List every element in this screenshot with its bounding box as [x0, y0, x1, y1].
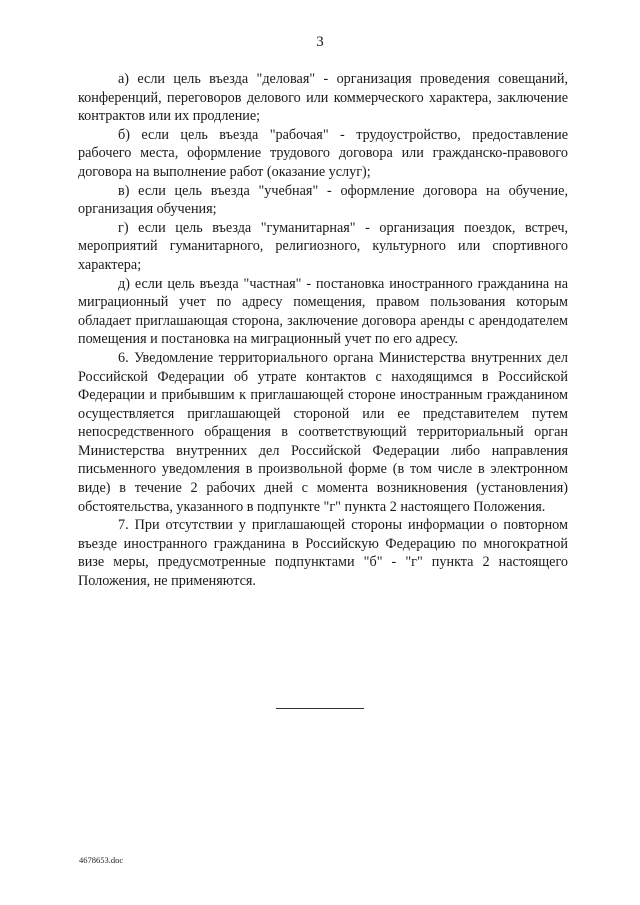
- paragraph-g: г) если цель въезда "гуманитарная" - организация поездок, встреч, мероприятий гуманитарного, религиозного, культурного или спортивного характера;: [78, 219, 568, 273]
- paragraph-6: 6. Уведомление территориального органа Министерства внутренних дел Российской Федерации об утрате контактов с находящимся в Российской Федерации и прибывшим к приглашающей стороне иностранным гражданином осуществляется приглашающей стороной или ее представителем путем непосредственного обращения в соответствующий территориальный орган Министерства внутренних дел Российской Федерации либо направления письменного уведомления в произвольной форме (в том числе в электронном виде) в течение 2 рабочих дней с момента возникновения (установления) обстоятельства, указанного в подпункте "г" пункта 2 настоящего Положения.: [78, 349, 568, 515]
- footer-filename: 4678653.doc: [79, 855, 124, 865]
- paragraph-a: а) если цель въезда "деловая" - организация проведения совещаний, конференций, переговоров делового или коммерческого характера, заключение контрактов или их продление;: [78, 71, 568, 125]
- end-separator-line: [276, 708, 364, 709]
- page-number: 3: [316, 34, 324, 50]
- document-body: [78, 70, 568, 591]
- paragraph-b: б) если цель въезда "рабочая" - трудоустройство, предоставление рабочего места, оформление трудового договора или гражданско-правового договора на выполнение работ (оказание услуг);: [78, 126, 568, 180]
- paragraph-7: 7. При отсутствии у приглашающей стороны информации о повторном въезде иностранного гражданина в Российскую Федерацию по многократной визе меры, предусмотренные подпунктами "б" - "г" пункта 2 настоящего Положения, не применяются.: [78, 517, 568, 590]
- paragraph-d: д) если цель въезда "частная" - постановка иностранного гражданина на миграционный учет по адресу помещения, правом пользования которым обладает приглашающая сторона, заключение договора аренды с арендодателем помещения и постановка на миграционный учет по его адресу.: [78, 275, 568, 348]
- paragraph-v: в) если цель въезда "учебная" - оформление договора на обучение, организация обучения;: [78, 182, 568, 218]
